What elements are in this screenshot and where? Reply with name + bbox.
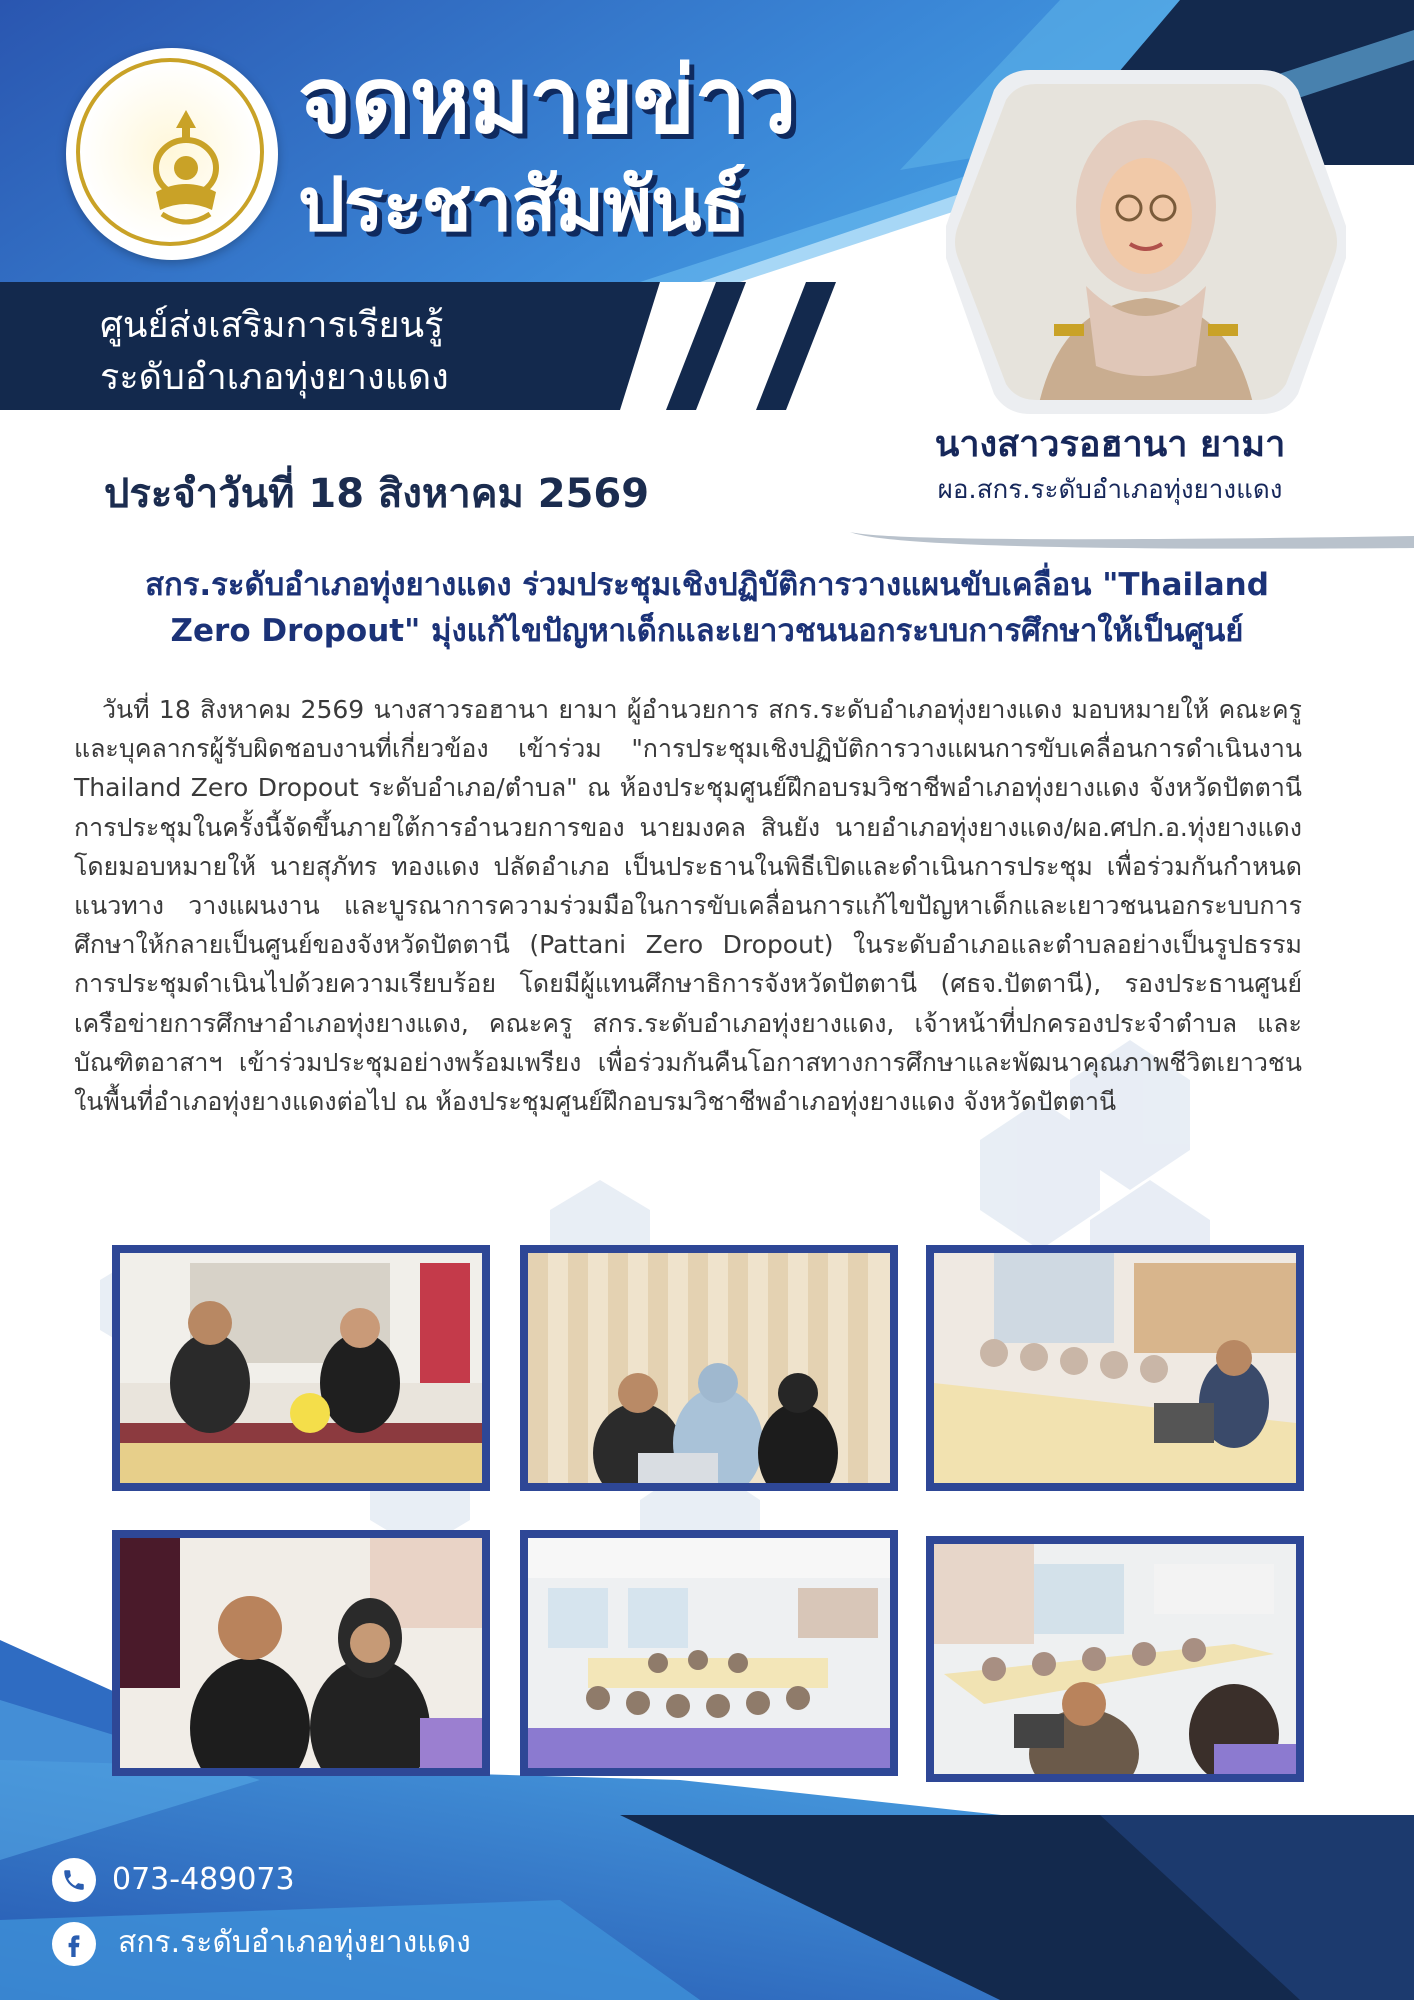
- meeting-photo-1: [112, 1245, 490, 1491]
- organization-logo: [66, 48, 278, 260]
- newsletter-title: จดหมายข่าว: [298, 47, 796, 154]
- logo-ring: [76, 58, 264, 246]
- photo-4-image: [120, 1538, 482, 1768]
- photo-6-image: [934, 1544, 1296, 1774]
- phone-icon: [52, 1858, 96, 1902]
- photo-1-image: [120, 1253, 482, 1483]
- meeting-photo-6: [926, 1536, 1304, 1782]
- headline-line1: สกร.ระดับอำเภอทุ่งยางแดง ร่วมประชุมเชิงปฏิบัติการวางแผนขับเคลื่อน "Thailand: [145, 567, 1269, 603]
- newsletter-subtitle: ประชาสัมพันธ์: [298, 162, 745, 248]
- director-name: นางสาวรอฮานา ยามา: [934, 424, 1286, 465]
- center-name-line1: ศูนย์ส่งเสริมการเรียนรู้: [100, 305, 444, 346]
- article-body: วันที่ 18 สิงหาคม 2569 นางสาวรอฮานา ยามา ผู้อำนวยการ สกร.ระดับอำเภอทุ่งยางแดง มอบหมายให้ คณะครูและบุคลากรผู้รับผิดชอบงานที่เกี่ยวข้อง เข้าร่วม "การประชุมเชิงปฏิบัติการวางแผนการขับเคลื่อนการดำเนินงาน Thailand Zero Dropout ระดับอำเภอ/ตำบล" ณ ห้องประชุมศูนย์ฝึกอบรมวิชาชีพอำเภอทุ่งยางแดง จังหวัดปัตตานี การประชุมในครั้งนี้จัดขึ้นภายใต้การอำนวยการของ นายมงคล สินยัง นายอำเภอทุ่งยางแดง/ผอ.ศปก.อ.ทุ่งยางแดง โดยมอบหมายให้ นายสุภัทร ทองแดง ปลัดอำเภอ เป็นประธานในพิธีเปิดและดำเนินการประชุม เพื่อร่วมกันกำหนดแนวทาง วางแผนงาน และบูรณาการความร่วมมือในการขับเคลื่อนการแก้ไขปัญหาเด็กและเยาวชนนอกระบบการศึกษาให้กลายเป็นศูนย์ของจังหวัดปัตตานี (Pattani Zero Dropout) ในระดับอำเภอและตำบลอย่างเป็นรูปธรรม การประชุมดำเนินไปด้วยความเรียบร้อย โดยมีผู้แทนศึกษาธิการจังหวัดปัตตานี (ศธจ.ปัตตานี), รองประธานศูนย์เครือข่ายการศึกษาอำเภอทุ่งยางแดง, คณะครู สกร.ระดับอำเภอทุ่งยางแดง, เจ้าหน้าที่ปกครองประจำตำบล และบัณฑิตอาสาฯ เข้าร่วมประชุมอย่างพร้อมเพรียง เพื่อร่วมกันคืนโอกาสทางการศึกษาและพัฒนาคุณภาพชีวิตเยาวชนในพื้นที่อำเภอทุ่งยางแดงต่อไป ณ ห้องประชุมศูนย์ฝึกอบรมวิชาชีพอำเภอทุ่งยางแดง จังหวัดปัตตานี: [74, 695, 1302, 1117]
- director-role: ผอ.สกร.ระดับอำเภอทุ่งยางแดง: [937, 475, 1283, 505]
- phone-number[interactable]: 073-489073: [112, 1862, 295, 1897]
- article-headline: [56, 562, 1358, 654]
- meeting-photo-4: [112, 1530, 490, 1776]
- facebook-page-name[interactable]: สกร.ระดับอำเภอทุ่งยางแดง: [118, 1925, 471, 1960]
- director-portrait: [946, 66, 1346, 418]
- facebook-icon: [52, 1922, 96, 1966]
- photo-5-image: [528, 1538, 890, 1768]
- emblem-icon: [132, 106, 240, 230]
- meeting-photo-2: [520, 1245, 898, 1491]
- center-name-line2: ระดับอำเภอทุ่งยางแดง: [100, 357, 449, 398]
- phone-glyph: [61, 1867, 87, 1893]
- meeting-photo-5: [520, 1530, 898, 1776]
- center-name: [100, 300, 660, 404]
- photo-3-image: [934, 1253, 1296, 1483]
- photo-2-image: [528, 1253, 890, 1483]
- headline-line2: Zero Dropout" มุ่งแก้ไขปัญหาเด็กและเยาวชนนอกระบบการศึกษาให้เป็นศูนย์: [170, 613, 1244, 649]
- facebook-glyph: [61, 1931, 87, 1957]
- issue-date: ประจำวันที่ 18 สิงหาคม 2569: [104, 471, 650, 517]
- meeting-photo-3: [926, 1245, 1304, 1491]
